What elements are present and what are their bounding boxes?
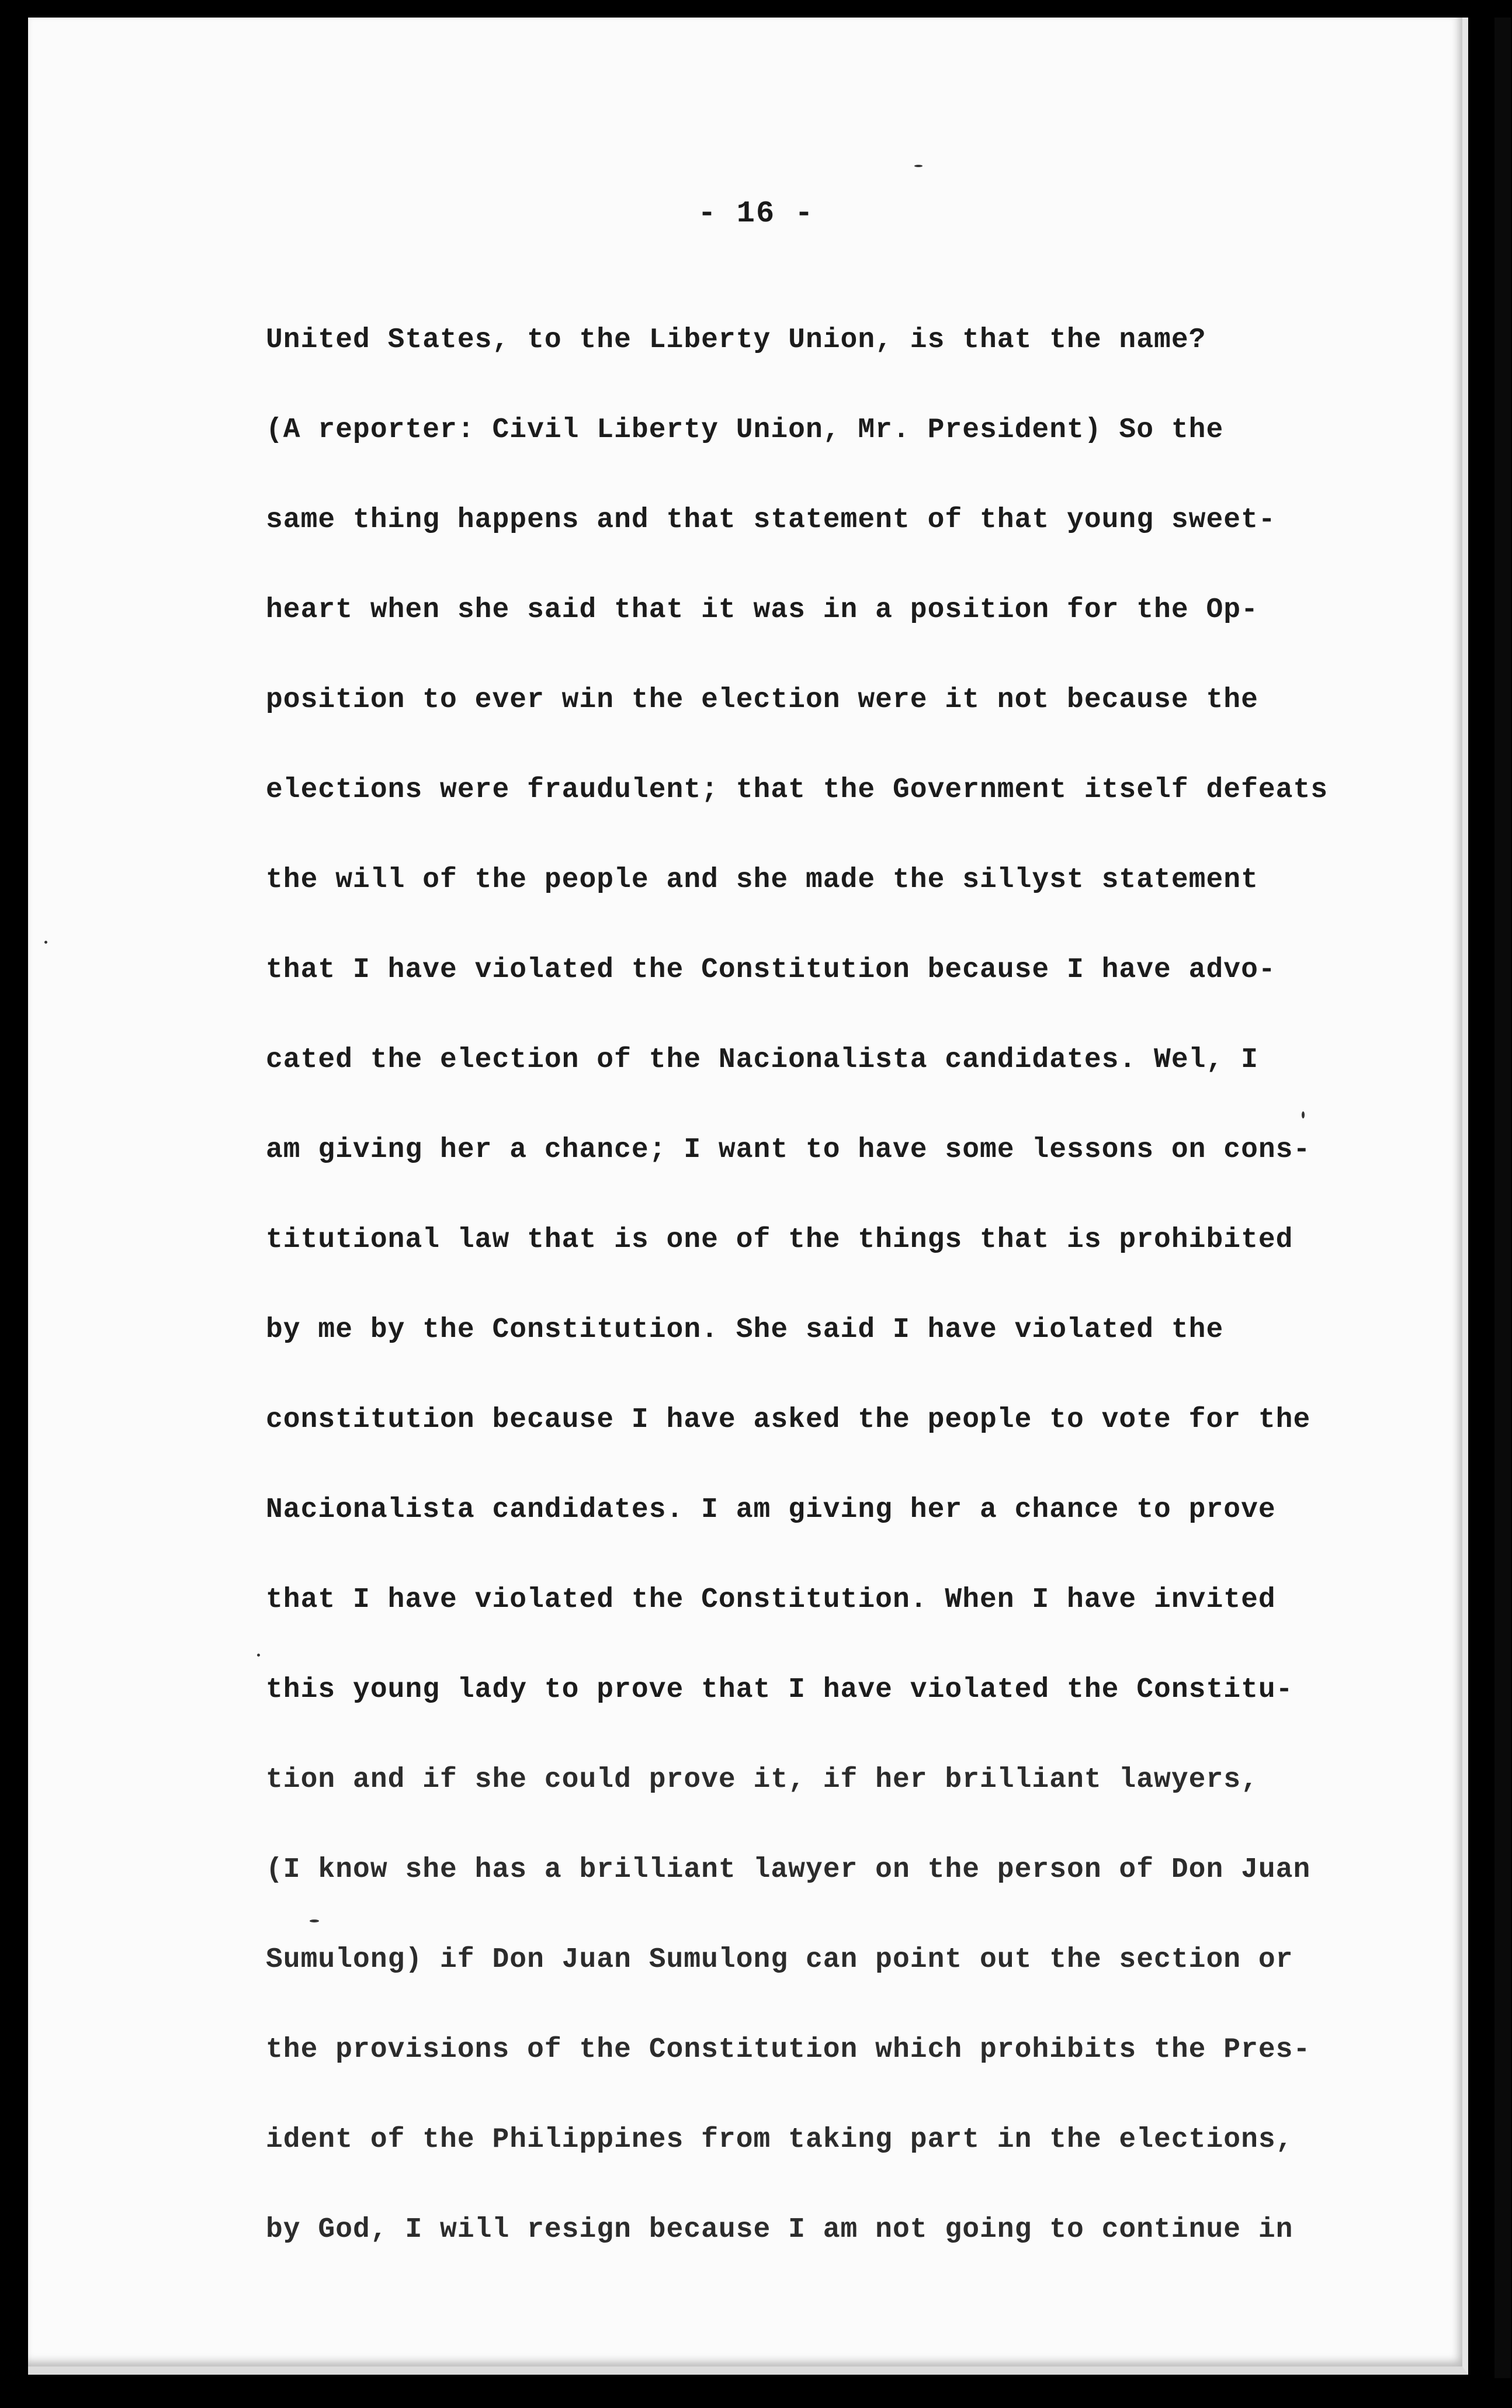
scan-speck — [44, 941, 47, 944]
scan-speck — [914, 165, 923, 167]
text-line: (A reporter: Civil Liberty Union, Mr. President) So the — [266, 414, 1224, 446]
scan-speck — [1302, 1111, 1305, 1118]
scan-speck — [310, 1920, 319, 1922]
text-line: cated the election of the Nacionalista candidates. Wel, I — [266, 1044, 1258, 1076]
text-line: same thing happens and that statement of that young sweet- — [266, 504, 1276, 536]
text-line: that I have violated the Constitution because I have advo- — [266, 954, 1276, 986]
text-line: this young lady to prove that I have violated the Constitu- — [266, 1674, 1293, 1706]
text-line: by God, I will resign because I am not going to continue in — [266, 2214, 1293, 2246]
text-line: elections were fraudulent; that the Government itself defeats — [266, 774, 1329, 806]
page-number: - 16 - — [698, 196, 814, 231]
text-line: constitution because I have asked the people to vote for the — [266, 1404, 1311, 1436]
text-line: ident of the Philippines from taking part in the elections, — [266, 2124, 1293, 2156]
text-line: titutional law that is one of the things that is prohibited — [266, 1224, 1293, 1256]
scan-speck — [257, 1654, 260, 1657]
text-line: by me by the Constitution. She said I have violated the — [266, 1314, 1224, 1346]
text-line: that I have violated the Constitution. When I have invited — [266, 1584, 1276, 1616]
typed-text-body — [266, 311, 1376, 2291]
scan-edge — [1494, 18, 1511, 2378]
text-line: the will of the people and she made the sillyst statement — [266, 864, 1258, 896]
text-line: (I know she has a brilliant lawyer on the person of Don Juan — [266, 1854, 1311, 1886]
text-line: Sumulong) if Don Juan Sumulong can point out the section or — [266, 1944, 1293, 1976]
text-line: am giving her a chance; I want to have some lessons on cons- — [266, 1134, 1311, 1166]
text-line: heart when she said that it was in a position for the Op- — [266, 594, 1258, 626]
text-line: United States, to the Liberty Union, is that the name? — [266, 324, 1206, 356]
text-line: the provisions of the Constitution which prohibits the Pres- — [266, 2034, 1311, 2066]
text-line: tion and if she could prove it, if her brilliant lawyers, — [266, 1764, 1258, 1796]
text-line: position to ever win the election were it not because the — [266, 684, 1258, 716]
text-line: Nacionalista candidates. I am giving her a chance to prove — [266, 1494, 1276, 1526]
